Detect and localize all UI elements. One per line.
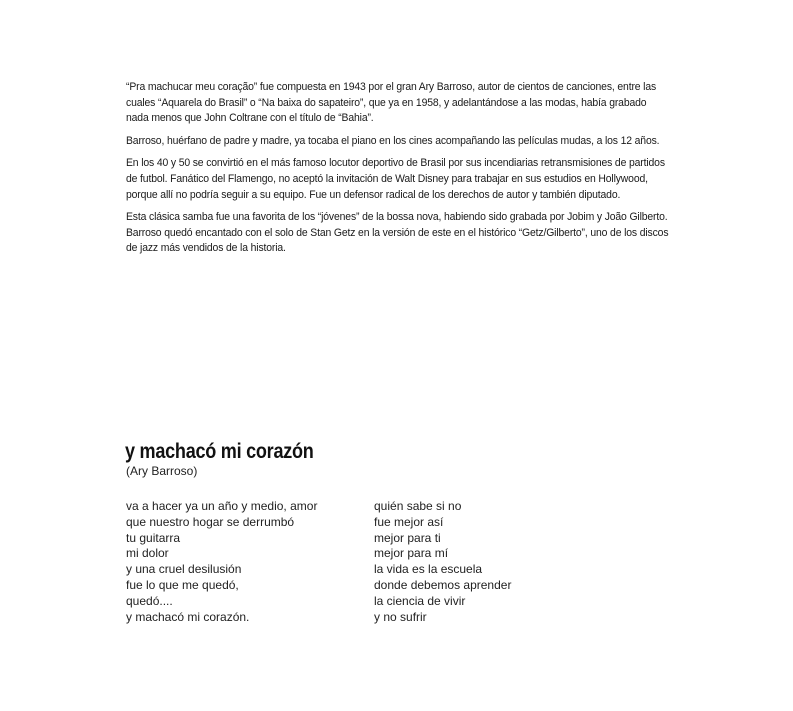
- lyrics-column-right: [374, 499, 511, 625]
- intro-paragraph: Esta clásica samba fue una favorita de los “jóvenes” de la bossa nova, habiendo sido grabada por Jobim y João Gilberto. Barroso quedó encantado con el solo de Stan Getz en la versión de este en el histórico “Getz/Gilberto”, uno de los discos de jazz más vendidos de la historia.: [126, 211, 669, 255]
- lyric-line: mi dolor: [126, 546, 169, 561]
- lyric-line: mejor para mí: [374, 546, 449, 561]
- intro-paragraph: Barroso, huérfano de padre y madre, ya tocaba el piano en los cines acompañando las películas mudas, a los 12 años.: [126, 134, 660, 147]
- intro-text: [126, 80, 671, 264]
- lyrics-column-left: [126, 499, 317, 625]
- lyric-line: la ciencia de vivir: [374, 593, 466, 608]
- lyric-line: y machacó mi corazón.: [126, 609, 250, 624]
- lyric-line: tu guitarra: [126, 530, 181, 545]
- lyric-line: y no sufrir: [374, 609, 427, 624]
- song-title: y machacó mi corazón: [125, 440, 314, 463]
- lyric-line: fue mejor así: [374, 514, 444, 529]
- lyric-line: donde debemos aprender: [374, 577, 512, 592]
- lyric-line: mejor para ti: [374, 530, 441, 545]
- lyric-line: va a hacer ya un año y medio, amor: [126, 499, 318, 513]
- intro-paragraph: “Pra machucar meu coração” fue compuesta en 1943 por el gran Ary Barroso, autor de cientos de canciones, entre las cuales “Aquarela do Brasil” o “Na baixa do sapateiro”, que ya en 1958, y adelantándose a las modas, había grabado nada menos que John Coltrane con el título de “Bahia”.: [126, 81, 657, 125]
- lyric-line: quedó....: [126, 593, 173, 608]
- song-author: (Ary Barroso): [126, 464, 198, 478]
- lyric-line: y una cruel desilusión: [126, 562, 242, 577]
- lyric-line: que nuestro hogar se derrumbó: [126, 514, 295, 529]
- lyric-line: la vida es la escuela: [374, 562, 483, 577]
- lyric-line: fue lo que me quedó,: [126, 577, 239, 592]
- intro-paragraph: En los 40 y 50 se convirtió en el más famoso locutor deportivo de Brasil por sus incendiarias retransmisiones de partidos de futbol. Fanático del Flamengo, no aceptó la invitación de Walt Disney para trabajar en sus estudios en Hollywood, porque allí no podría seguir a su equipo. Fue un defensor radical de los derechos de autor y también diputado.: [126, 157, 665, 201]
- lyric-line: quién sabe si no: [374, 499, 462, 513]
